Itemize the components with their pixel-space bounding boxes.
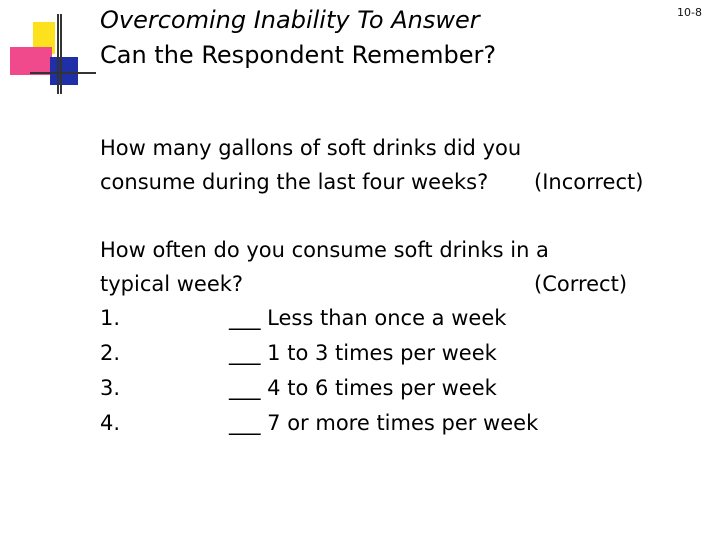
blue-square-shape [50,57,78,85]
question-one-line-2-row [100,165,644,199]
slide-number: 10-8 [677,6,702,19]
question-one-line-2: consume during the last four weeks? [100,170,489,194]
slide-subtitle: Can the Respondent Remember? [100,41,497,69]
question-one-block [100,131,644,199]
slide-logo-graphic [0,0,100,100]
option-text: ___ Less than once a week [229,306,507,330]
question-two-line-1: How often do you consume soft drinks in a [100,238,549,262]
question-two-block [100,233,628,441]
vertical-line-shape [57,14,59,94]
slide-title: Overcoming Inability To Answer [100,6,480,34]
question-two-line-2-row [100,267,628,301]
option-number: 1. [100,306,121,330]
question-two-line-2: typical week? [100,272,244,296]
option-text: ___ 4 to 6 times per week [229,376,497,400]
option-text: ___ 1 to 3 times per week [229,341,497,365]
correct-tag: (Correct) [534,272,628,296]
answer-option [100,301,549,336]
answer-option [100,371,549,406]
incorrect-tag: (Incorrect) [534,170,644,194]
question-one-line-1: How many gallons of soft drinks did you [100,136,522,160]
option-number: 3. [100,376,121,400]
option-text: ___ 7 or more times per week [229,411,539,435]
answer-option [100,406,549,441]
option-number: 4. [100,411,121,435]
answer-option [100,336,549,371]
horizontal-line-shape [30,72,96,74]
vertical-line-shape [60,14,62,94]
pink-square-shape [10,47,52,75]
option-number: 2. [100,341,121,365]
